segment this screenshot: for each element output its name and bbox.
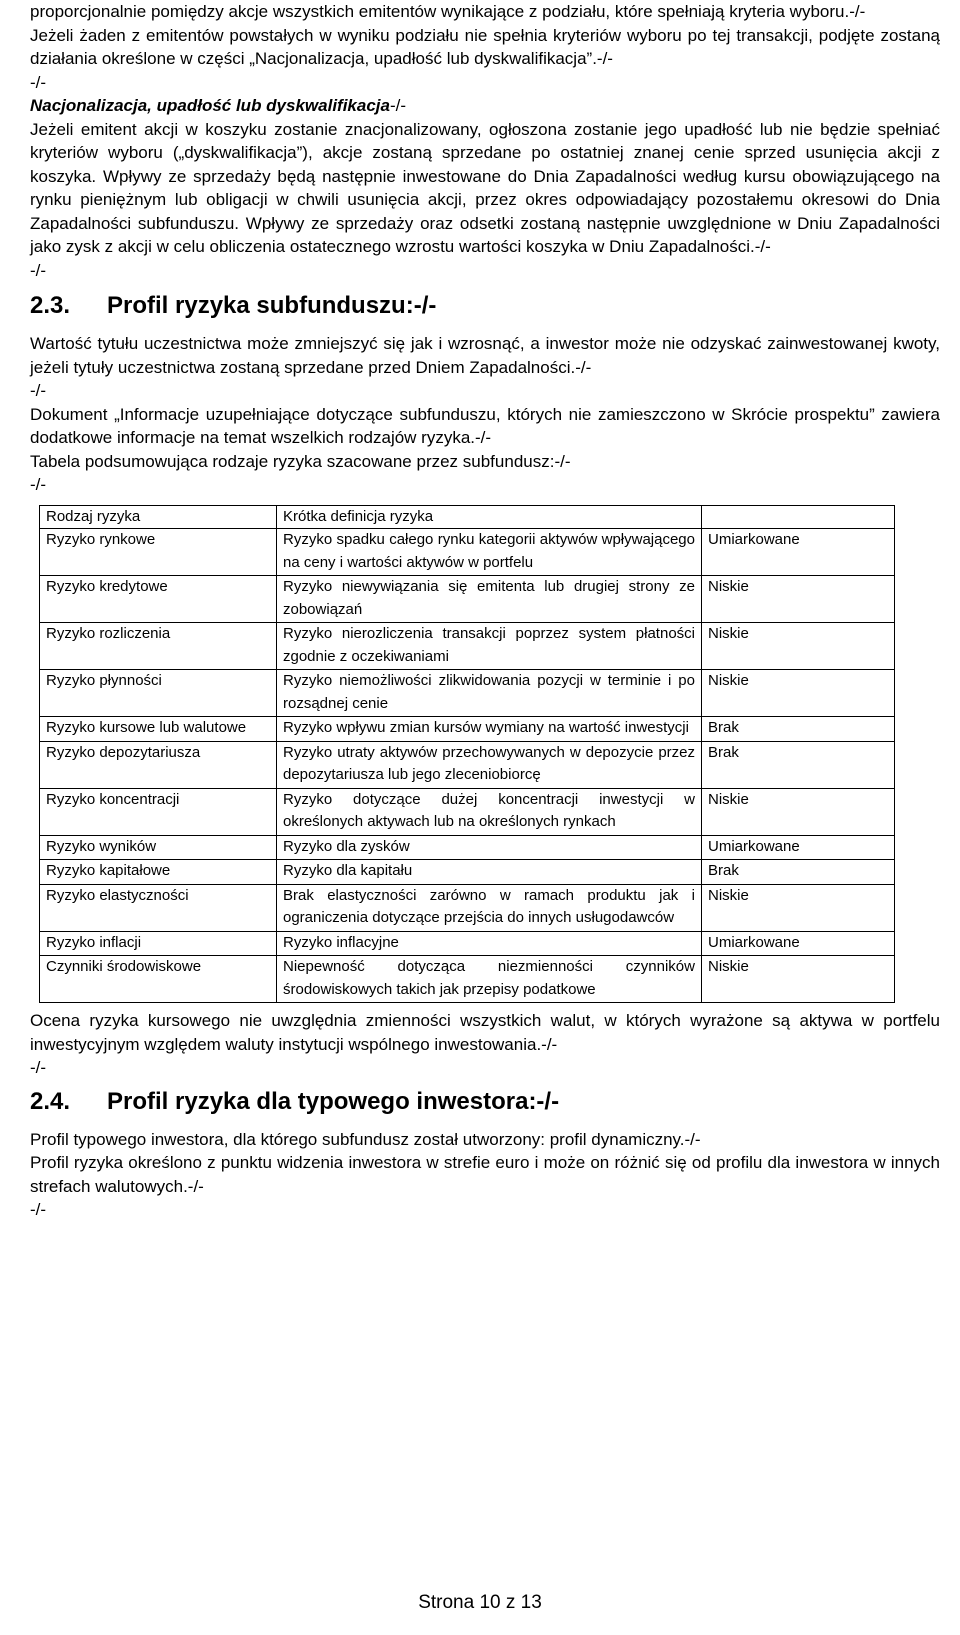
risk-type-cell: Ryzyko kredytowe — [40, 576, 277, 623]
risk-definition-cell: Ryzyko utraty aktywów przechowywanych w depozycie przez depozytariusza lub jego zleceniobiorcę — [277, 741, 702, 788]
table-row — [40, 860, 895, 885]
risk-type-cell: Ryzyko elastyczności — [40, 884, 277, 931]
separator: -/- — [30, 475, 47, 494]
risk-definition-cell: Ryzyko dotyczące dużej koncentracji inwestycji w określonych aktywach lub na określonych rynkach — [277, 788, 702, 835]
risk-table — [39, 505, 895, 1004]
risk-level-cell: Umiarkowane — [702, 835, 895, 860]
table-row — [40, 623, 895, 670]
risk-type-cell: Ryzyko rozliczenia — [40, 623, 277, 670]
risk-definition-cell: Ryzyko wpływu zmian kursów wymiany na wartość inwestycji — [277, 717, 702, 742]
risk-definition-cell: Niepewność dotycząca niezmienności czynników środowiskowych takich jak przepisy podatkowe — [277, 956, 702, 1003]
page-footer: Strona 10 z 13 — [418, 1592, 542, 1613]
risk-level-cell: Umiarkowane — [702, 529, 895, 576]
risk-type-cell: Ryzyko wyników — [40, 835, 277, 860]
risk-level-cell: Niskie — [702, 670, 895, 717]
risk-type-cell: Ryzyko kursowe lub walutowe — [40, 717, 277, 742]
risk-level-cell: Brak — [702, 860, 895, 885]
risk-level-cell: Brak — [702, 717, 895, 742]
risk-type-cell: Ryzyko rynkowe — [40, 529, 277, 576]
header-risk-level — [702, 505, 895, 529]
table-row — [40, 741, 895, 788]
table-row — [40, 835, 895, 860]
risk-definition-cell: Ryzyko niewywiązania się emitenta lub drugiej strony ze zobowiązań — [277, 576, 702, 623]
risk-level-cell: Niskie — [702, 956, 895, 1003]
risk-type-cell: Ryzyko depozytariusza — [40, 741, 277, 788]
currency-note-paragraph: Ocena ryzyka kursowego nie uwzględnia zmienności wszystkich walut, w których wyrażone są aktywa w portfelu inwestycyjnym względem waluty instytucji wspólnego inwestowania.-/- — [30, 1011, 940, 1054]
nationalization-heading-suffix: -/- — [389, 96, 407, 115]
investor-profile-paragraph-2: Profil ryzyka określono z punktu widzenia inwestora w strefie euro i może on różnić się od profilu dla inwestora w innych strefach walutowych.-/- — [30, 1153, 940, 1196]
section-title: Profil ryzyka dla typowego inwestora:-/- — [107, 1087, 560, 1115]
risk-type-cell: Czynniki środowiskowe — [40, 956, 277, 1003]
nationalization-heading-text: Nacjonalizacja, upadłość lub dyskwalifikacja — [30, 96, 390, 115]
section-2-4-heading — [30, 1088, 940, 1116]
risk-definition-cell: Ryzyko spadku całego rynku kategorii aktywów wpływającego na ceny i wartości aktywów w portfelu — [277, 529, 702, 576]
nationalization-paragraph: Jeżeli emitent akcji w koszyku zostanie znacjonalizowany, ogłoszona zostanie jego upadłość lub nie będzie spełniać kryteriów wyboru („dyskwalifikacja”), akcje zostaną sprzedane po ostatniej znanej cenie sprzed usunięcia akcji z koszyka. Wpływy ze sprzedaży będą następnie inwestowane do Dnia Zapadalności według kursu obowiązującego na rynku pieniężnym lub obligacji w chwili usunięcia akcji, przez okres odpowiadający pozostałemu okresowi do Dnia Zapadalności subfunduszu. Wpływy ze sprzedaży oraz odsetki zostaną następnie uwzględnione w Dniu Zapadalności jako zysk z akcji w celu obliczenia ostatecznego wzrostu wartości koszyka w Dniu Zapadalności.-/- — [30, 119, 940, 256]
table-row — [40, 931, 895, 956]
risk-type-cell: Ryzyko koncentracji — [40, 788, 277, 835]
risk-level-cell: Umiarkowane — [702, 931, 895, 956]
risk-definition-cell: Ryzyko nierozliczenia transakcji poprzez system płatności zgodnie z oczekiwaniami — [277, 623, 702, 670]
risk-type-cell: Ryzyko kapitałowe — [40, 860, 277, 885]
header-risk-type: Rodzaj ryzyka — [40, 505, 277, 529]
section-number: 2.4. — [30, 1087, 71, 1115]
nationalization-heading — [30, 94, 940, 118]
risk-level-cell: Niskie — [702, 576, 895, 623]
intro-paragraph-2: Jeżeli żaden z emitentów powstałych w wyniku podziału nie spełnia kryteriów wyboru po tej transakcji, podjęte zostaną działania określone w części „Nacjonalizacja, upadłość lub dyskwalifikacja”.-/- — [30, 25, 940, 68]
separator: -/- — [30, 1200, 47, 1219]
section-number: 2.3. — [30, 292, 71, 319]
separator: -/- — [30, 381, 47, 400]
risk-definition-cell: Ryzyko dla kapitału — [277, 860, 702, 885]
table-row — [40, 884, 895, 931]
header-risk-definition: Krótka definicja ryzyka — [277, 505, 702, 529]
risk-level-cell: Niskie — [702, 623, 895, 670]
risk-paragraph-2: Dokument „Informacje uzupełniające dotyczące subfunduszu, których nie zamieszczono w Skrócie prospektu” zawiera dodatkowe informacje na temat wszelkich rodzajów ryzyka.-/- — [30, 404, 940, 447]
separator: -/- — [30, 72, 47, 92]
separator: -/- — [30, 1058, 47, 1077]
table-row — [40, 717, 895, 742]
risk-table-body — [40, 529, 895, 1003]
table-row — [40, 529, 895, 576]
risk-type-cell: Ryzyko inflacji — [40, 931, 277, 956]
risk-level-cell: Niskie — [702, 788, 895, 835]
risk-paragraph-3: Tabela podsumowująca rodzaje ryzyka szacowane przez subfundusz:-/- — [30, 451, 571, 471]
investor-profile-paragraph-1: Profil typowego inwestora, dla którego subfundusz został utworzony: profil dynamiczny.-/- — [30, 1129, 701, 1149]
risk-level-cell: Brak — [702, 741, 895, 788]
table-row — [40, 788, 895, 835]
risk-definition-cell: Ryzyko inflacyjne — [277, 931, 702, 956]
risk-table-header-row — [40, 505, 895, 529]
table-row — [40, 956, 895, 1003]
risk-definition-cell: Brak elastyczności zarówno w ramach produktu jak i ograniczenia dotyczące przejścia do innych usługodawców — [277, 884, 702, 931]
section-title: Profil ryzyka subfunduszu:-/- — [107, 292, 437, 319]
risk-type-cell: Ryzyko płynności — [40, 670, 277, 717]
risk-definition-cell: Ryzyko niemożliwości zlikwidowania pozycji w terminie i po rozsądnej cenie — [277, 670, 702, 717]
risk-paragraph-1: Wartość tytułu uczestnictwa może zmniejszyć się jak i wzrosnąć, a inwestor może nie odzyskać zainwestowanej kwoty, jeżeli tytuły uczestnictwa zostaną sprzedane przed Dniem Zapadalności.-/- — [30, 334, 940, 377]
section-2-3-heading — [30, 292, 940, 320]
document-page — [30, 0, 940, 1222]
intro-paragraph-1: proporcjonalnie pomiędzy akcje wszystkich emitentów wynikające z podziału, które spełniają kryteria wyboru.-/- — [30, 2, 866, 21]
risk-level-cell: Niskie — [702, 884, 895, 931]
table-row — [40, 576, 895, 623]
separator: -/- — [30, 260, 47, 280]
table-row — [40, 670, 895, 717]
risk-definition-cell: Ryzyko dla zysków — [277, 835, 702, 860]
